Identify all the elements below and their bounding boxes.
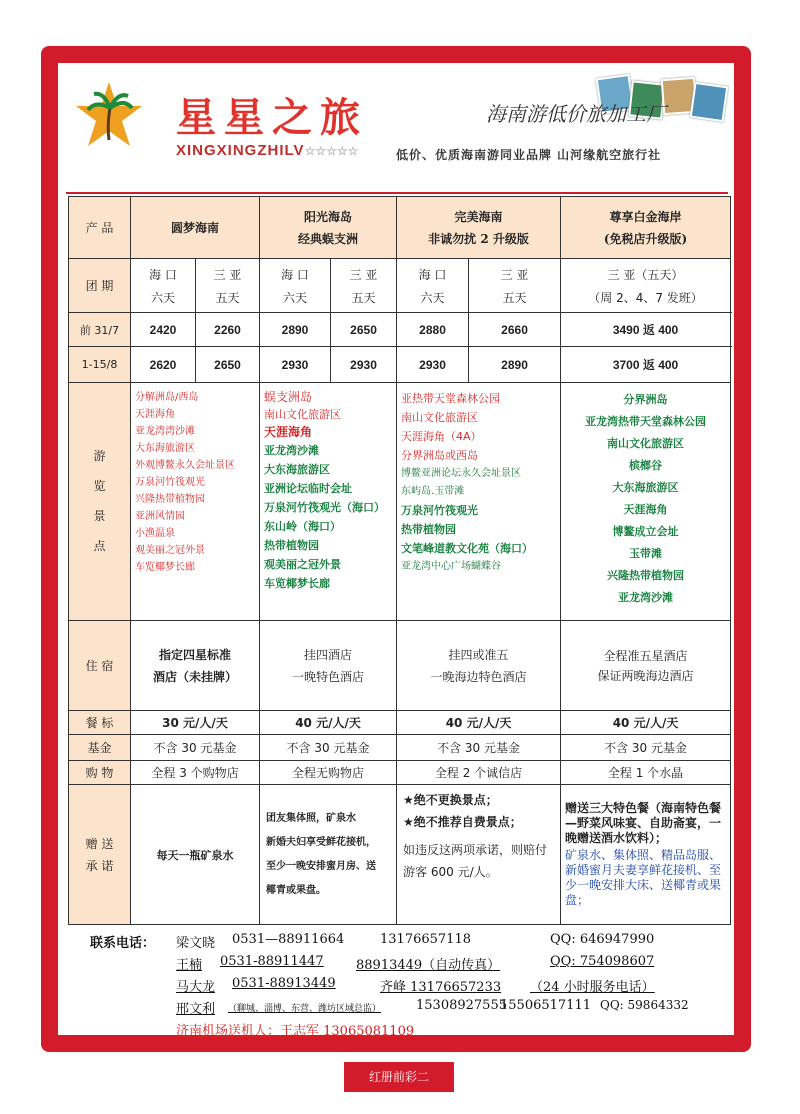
fund-cell: 不含 30 元基金 <box>397 735 561 761</box>
price-row-label: 前 31/7 <box>69 313 131 347</box>
period-cell: 三 亚 五天 <box>469 259 561 313</box>
product-name: 圆梦海南 <box>131 197 260 259</box>
meal-label: 餐 标 <box>69 711 131 735</box>
gift-cell: 赠送三大特色餐（海南特色餐—野菜风味宴、自助斋宴，一晚赠送酒水饮料）； 矿泉水、集体照、精品岛服、新婚蜜月夫妻享鲜花接机、至少一晚安排大床、送椰青或果盘； <box>561 785 731 925</box>
price-row-label: 1-15/8 <box>69 347 131 383</box>
period-label: 团 期 <box>69 259 131 313</box>
fund-row <box>69 735 731 761</box>
sights-label: 游 览 景 点 <box>69 383 131 621</box>
product-table <box>68 196 731 925</box>
contact-row: 联系电话： 梁文晓 0531—88911664 13176657118 QQ: 646947990 <box>90 932 655 951</box>
airport-contact: 济南机场送机人：王志军 13065081109 <box>176 1024 415 1039</box>
shopping-label: 购 物 <box>69 761 131 785</box>
sights-list: 亚热带天堂森林公园 南山文化旅游区 天涯海角（4A） 分界洲岛或西岛 博鳌亚洲论坛永久会址景区 东屿岛.玉带滩 万泉河竹筏观光 热带植物园 文笔峰道教文化苑（海口） 亚龙湾中心广场蝴蝶谷 <box>397 383 561 621</box>
slogan: 海南游低价旅加工厂 <box>486 102 666 126</box>
gift-cell: 团友集体照，矿泉水 新婚夫妇享受鲜花接机， 至少一晚安排蜜月房、送 椰青或果盘。 <box>260 785 397 925</box>
period-cell: 海 口 六天 <box>260 259 331 313</box>
brand-subtitle: XINGXINGZHILV☆☆☆☆☆ <box>176 142 359 159</box>
sights-row <box>69 383 731 621</box>
period-cell: 海 口 六天 <box>131 259 196 313</box>
hotel-cell: 指定四星标准 酒店（未挂牌） <box>131 621 260 711</box>
period-cell: 三 亚（五天） （周 2、4、7 发班） <box>561 259 731 313</box>
price-cell: 2420 <box>131 313 196 347</box>
shopping-cell: 全程 1 个水晶 <box>561 761 731 785</box>
fund-cell: 不含 30 元基金 <box>131 735 260 761</box>
hotel-cell: 挂四酒店 一晚特色酒店 <box>260 621 397 711</box>
price-cell: 3490 返 400 <box>561 313 731 347</box>
hotel-row <box>69 621 731 711</box>
gift-row <box>69 785 731 925</box>
header-divider <box>66 192 728 194</box>
period-cell: 三 亚 五天 <box>331 259 397 313</box>
price-cell: 2930 <box>397 347 469 383</box>
period-cell: 海 口 六天 <box>397 259 469 313</box>
price-cell: 2650 <box>331 313 397 347</box>
product-name: 完美海南 非诚勿扰 2 升级版 <box>397 197 561 259</box>
fund-cell: 不含 30 元基金 <box>260 735 397 761</box>
price-cell: 2890 <box>260 313 331 347</box>
shopping-row <box>69 761 731 785</box>
meal-cell: 30 元/人/天 <box>131 711 260 735</box>
meal-cell: 40 元/人/天 <box>397 711 561 735</box>
hotel-cell: 全程准五星酒店 保证两晚海边酒店 <box>561 621 731 711</box>
hotel-cell: 挂四或准五 一晚海边特色酒店 <box>397 621 561 711</box>
meal-row <box>69 711 731 735</box>
contact-row: 邢文利 （聊城、淄博、东营、潍坊区域总监） 15308927555 15506517111 QQ: 59864332 <box>176 998 689 1017</box>
product-name: 阳光海岛 经典蜈支洲 <box>260 197 397 259</box>
period-row <box>69 259 731 313</box>
meal-cell: 40 元/人/天 <box>260 711 397 735</box>
sights-list: 分界洲岛 亚龙湾热带天堂森林公园 南山文化旅游区 槟榔谷 大东海旅游区 天涯海角 博鳌成立会址 玉带滩 兴隆热带植物园 亚龙湾沙滩 <box>561 383 731 621</box>
price-cell: 2620 <box>131 347 196 383</box>
price-cell: 2260 <box>196 313 260 347</box>
hotel-label: 住 宿 <box>69 621 131 711</box>
price-row <box>69 313 731 347</box>
fund-label: 基金 <box>69 735 131 761</box>
sights-list: 分解洲岛/西岛 天涯海角 亚龙湾湾沙滩 大东海旅游区 外观博鳌永久会址景区 万泉河竹筏观光 兴隆热带植物园 亚洲风情园 小渔温泉 观美丽之冠外景 车览椰梦长廊 <box>131 383 260 621</box>
brand-header <box>66 70 728 190</box>
meal-cell: 40 元/人/天 <box>561 711 731 735</box>
fund-cell: 不含 30 元基金 <box>561 735 731 761</box>
price-cell: 2890 <box>469 347 561 383</box>
price-cell: 2660 <box>469 313 561 347</box>
price-cell: 2880 <box>397 313 469 347</box>
period-cell: 三 亚 五天 <box>196 259 260 313</box>
shopping-cell: 全程 2 个诚信店 <box>397 761 561 785</box>
product-row <box>69 197 731 259</box>
brand-title: 星星之旅 <box>176 94 368 141</box>
sights-list: 蜈支洲岛 南山文化旅游区 天涯海角 亚龙湾沙滩 大东海旅游区 亚洲论坛临时会址 万泉河竹筏观光（海口） 东山岭（海口） 热带植物园 观美丽之冠外景 车览椰梦长廊 <box>260 383 397 621</box>
gift-cell: ★绝不更换景点； ★绝不推荐自费景点； 如违反这两项承诺，则赔付游客 600 元/人。 <box>397 785 561 925</box>
star-palm-logo-icon <box>74 80 144 150</box>
product-name: 尊享白金海岸 (免税店升级版) <box>561 197 731 259</box>
contact-row: 王楠 0531-88911447 88913449（自动传真） QQ: 754098607 <box>176 954 655 973</box>
price-cell: 2650 <box>196 347 260 383</box>
shopping-cell: 全程无购物店 <box>260 761 397 785</box>
price-row <box>69 347 731 383</box>
price-cell: 3700 返 400 <box>561 347 731 383</box>
price-cell: 2930 <box>260 347 331 383</box>
price-cell: 2930 <box>331 347 397 383</box>
gift-cell: 每天一瓶矿泉水 <box>131 785 260 925</box>
page-footer-label: 红册前彩二 <box>344 1062 454 1092</box>
contact-row: 马大龙 0531-88913449 齐峰 13176657233 （24 小时服务电话） <box>176 976 655 995</box>
shopping-cell: 全程 3 个购物店 <box>131 761 260 785</box>
gift-label: 赠 送 承 诺 <box>69 785 131 925</box>
tagline: 低价、优质海南游同业品牌 山河缘航空旅行社 <box>396 148 662 162</box>
contact-section <box>90 930 730 1040</box>
product-label: 产 品 <box>69 197 131 259</box>
